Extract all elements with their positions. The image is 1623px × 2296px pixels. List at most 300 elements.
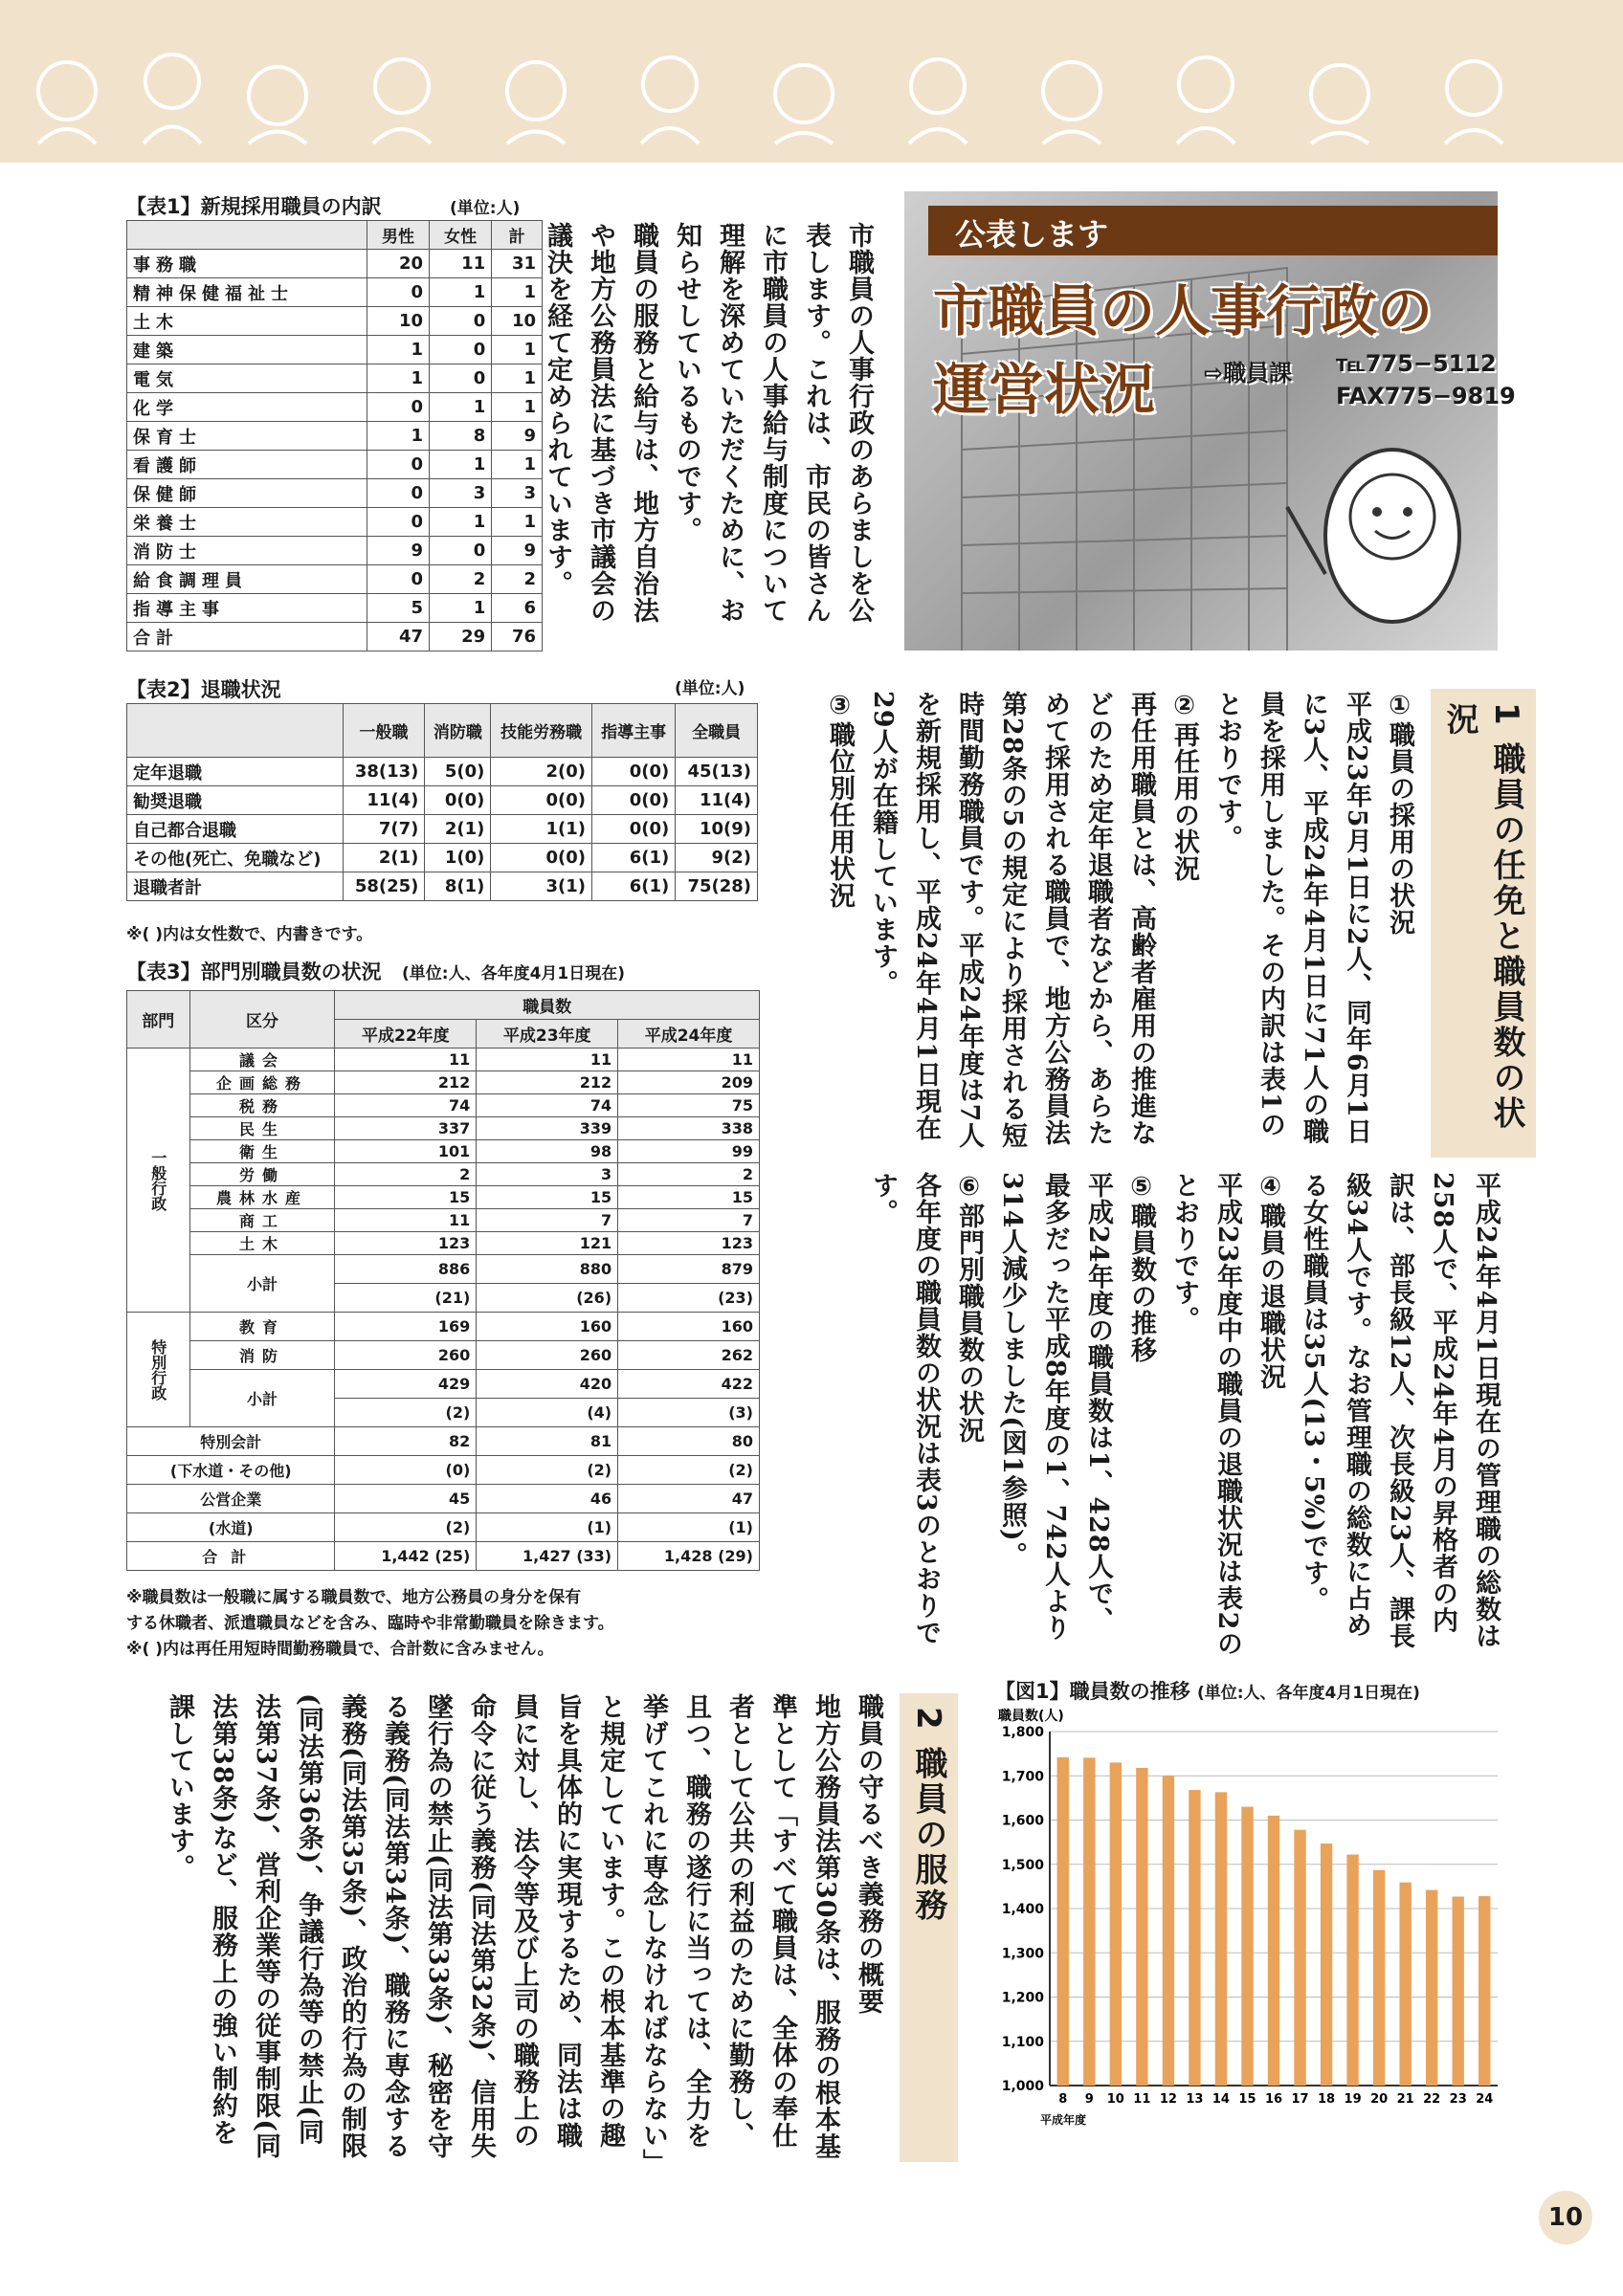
table3-cell: (水道) (127, 1513, 335, 1542)
table2-cell: 2(0) (491, 758, 592, 786)
chart-bar (1373, 1870, 1385, 2086)
table3-year-cell: 平成23年度 (477, 1020, 618, 1049)
chart-xtick: 23 (1449, 2092, 1467, 2107)
page-title-line1: 市職員の人事行政の (933, 278, 1434, 343)
chart-ytick: 1,400 (1001, 1902, 1044, 1917)
table3-cell: 262 (618, 1341, 760, 1370)
chart-xtick: 10 (1106, 2092, 1124, 2107)
heading-reemployment: ②再任用の状況 (1169, 691, 1199, 882)
table3-cell: 消防 (189, 1341, 335, 1370)
table1-cell: 29 (430, 623, 492, 651)
table2-cell: 38(13) (343, 758, 425, 786)
chart-ytick: 1,200 (1001, 1990, 1044, 2006)
table3-row (127, 1163, 760, 1186)
table3-cell: 教育 (189, 1313, 335, 1341)
table1-cell: 8 (430, 422, 492, 451)
text-position: 平成24年4月1日現在の管理職の総数は258人で、平成24年4月の昇格者の内訳は、部長級12人、次長級23人、課長級34人です。なお管理職の総数に占める女性職員は35人(13・5%)です。 (1299, 1172, 1501, 1650)
chart-bar (1083, 1757, 1095, 2086)
table1-cell: 看護師 (127, 451, 367, 479)
table3-cell: 1,427 (33) (477, 1542, 618, 1571)
table1-cell: 1 (367, 422, 429, 451)
table3-cell: (4) (477, 1399, 618, 1427)
table2-header-cell: 指導主事 (591, 704, 675, 758)
heading-dept-staff: ⑥部門別職員数の状況 (954, 1172, 984, 1444)
chart-xlabel: 平成年度 (1040, 2113, 1087, 2127)
table1-cell: 3 (492, 479, 543, 508)
chart-title (995, 1676, 1420, 1705)
table2-header-cell (127, 704, 344, 758)
chart-xtick: 11 (1133, 2092, 1151, 2107)
table3-cell: 11 (618, 1049, 760, 1071)
table3-row (127, 1140, 760, 1163)
table1-header-cell: 計 (492, 221, 543, 250)
contact-dept: ⇨職員課 (1204, 360, 1293, 386)
table3-cell: 886 (335, 1255, 477, 1284)
table3-header-dept: 部門 (127, 991, 190, 1049)
table3-unit: (単位:人、各年度4月1日現在) (402, 964, 625, 983)
table1-cell: 9 (367, 537, 429, 565)
table2-cell: 自己都合退職 (127, 815, 344, 844)
table3-cell: 880 (477, 1255, 618, 1284)
table3-cell: 98 (477, 1140, 618, 1163)
table2-cell: 2(1) (425, 815, 491, 844)
table1-header-cell: 女性 (430, 221, 492, 250)
table3-cell: 429 (335, 1370, 477, 1399)
table1-title: 【表1】新規採用職員の内訳 (126, 195, 382, 218)
table3-cell: 121 (477, 1232, 618, 1255)
table1-cell: 10 (492, 307, 543, 336)
table2-cell: 5(0) (425, 758, 491, 786)
chart-xtick: 8 (1058, 2092, 1068, 2107)
table2-cell: 75(28) (676, 872, 758, 901)
intro-text (543, 222, 880, 643)
table1-cell: 1 (492, 336, 543, 364)
chart-bar (1136, 1768, 1147, 2086)
table3-cell: (1) (618, 1513, 760, 1542)
table1-cell: 47 (367, 623, 429, 651)
table3-cell: 422 (618, 1370, 760, 1399)
table1-cell: 1 (430, 393, 492, 422)
table3-cell: 260 (477, 1341, 618, 1370)
table3-cell: 民生 (189, 1117, 335, 1140)
table3-cell: 420 (477, 1370, 618, 1399)
character-illustration (0, 0, 1623, 163)
chart-bar (1426, 1890, 1437, 2086)
chart-xtick: 16 (1264, 2092, 1283, 2107)
table1-cell: 5 (367, 594, 429, 623)
table2-cell: その他(死亡、免職など) (127, 844, 344, 872)
table3-header-count: 職員数 (335, 991, 760, 1020)
table3-dept-general: 一般行政 (127, 1049, 190, 1313)
table3-cell: 123 (335, 1232, 477, 1255)
table3-cell: 160 (618, 1313, 760, 1341)
table1-cell: 電気 (127, 364, 367, 393)
table3-cell: 45 (335, 1485, 477, 1513)
page-number: 10 (1539, 2191, 1592, 2244)
contact-tel: ℡775−5112 (1336, 350, 1497, 377)
chart-bar (1478, 1896, 1490, 2086)
table1-cell: 保健師 (127, 479, 367, 508)
table1-cell: 31 (492, 250, 543, 278)
table1-row (127, 479, 543, 508)
text-hiring: 平成23年5月1日に2人、同年6月1日に3人、平成24年4月1日に71人の職員を採用しました。その内訳は表1のとおりです。 (1212, 691, 1371, 1145)
table2-row (127, 786, 758, 815)
text-duties: 地方公務員法第30条は、服務の根本基準として「すべて職員は、全体の奉仕者として公共の利益のために勤務し、且つ、職務の遂行に当っては、全力を挙げてこれに専念しなければならない」と規定しています。この根本基準の趣旨を具体的に実現するため、同法は職員に対し、法令等及び上司の職務上の命令に従う義務(同法第32条)、信用失墜行為の禁止(同法第33条)、秘密を守る義務(同法第34条)、職務に専念する義務(同法第35条)、政治的行為の制限(同法第36条)、争議行為等の禁止(同法第37条)、営利企業等の従事制限(同法第38条)など、服務上の強い制約を課しています。 (165, 1693, 840, 2163)
table1-cell: 76 (492, 623, 543, 651)
chart-xtick: 24 (1476, 2092, 1494, 2107)
table3-cell: 商工 (189, 1209, 335, 1232)
table1-cell: 給食調理員 (127, 565, 367, 594)
table1-cell: 精神保健福祉士 (127, 278, 367, 307)
table3-row (127, 1341, 760, 1370)
table3-cell: 15 (618, 1186, 760, 1209)
table1-row (127, 537, 543, 565)
table1-new-hires (126, 220, 543, 651)
table3-title: 【表3】部門別職員数の状況 (126, 960, 382, 983)
table1-cell: 化学 (127, 393, 367, 422)
table3-cell: 小計 (189, 1255, 335, 1313)
publish-tag: 公表します (928, 206, 1498, 255)
table3-cell: (23) (618, 1284, 760, 1313)
table3-row (127, 1313, 760, 1341)
table3-header-row (127, 991, 760, 1020)
table3-cell: (下水道・その他) (127, 1456, 335, 1485)
text-staff-trend: 平成24年度の職員数は1、428人で、最多だった平成8年度の1、742人より314人減少しました(図1参照)。 (997, 1172, 1113, 1642)
table1-cell: 1 (492, 364, 543, 393)
chart-bar (1268, 1816, 1279, 2086)
table2-cell: 0(0) (491, 786, 592, 815)
table2-cell: 58(25) (343, 872, 425, 901)
table3-department-staff (126, 990, 760, 1571)
table2-cell: 0(0) (591, 786, 675, 815)
table1-row (127, 623, 543, 651)
table3-cell: 特別会計 (127, 1427, 335, 1456)
table3-cell: 15 (477, 1186, 618, 1209)
table3-year-cell: 平成22年度 (335, 1020, 477, 1049)
text-reemployment: 再任用職員とは、高齢者雇用の推進などのため定年退職者などから、あらためて採用される職員で、地方公務員法第28条の5の規定により採用される短時間勤務職員です。平成24年度は7人を新規採用し、平成24年4月1日現在29人が在籍しています。 (868, 691, 1156, 1150)
table3-cell: (2) (477, 1456, 618, 1485)
table2-cell: 9(2) (676, 844, 758, 872)
table2-cell: 2(1) (343, 844, 425, 872)
table2-row (127, 872, 758, 901)
table3-row (127, 1049, 760, 1071)
table2-cell: 11(4) (676, 786, 758, 815)
intro-paragraph-2: 職員の服務と給与は、地方自治法や地方公務員法に基づき市議会の議決を経て定められています。 (543, 222, 658, 624)
table3-cell: 75 (618, 1094, 760, 1117)
table3-row (127, 1117, 760, 1140)
table1-row (127, 307, 543, 336)
table3-cell: 11 (335, 1049, 477, 1071)
heading-staff-trend: ⑤職員数の推移 (1126, 1172, 1156, 1363)
table3-cell: 46 (477, 1485, 618, 1513)
table1-cell: 0 (430, 307, 492, 336)
table3-total-row (127, 1542, 760, 1571)
table3-cell: 260 (335, 1341, 477, 1370)
chart-xtick: 15 (1238, 2092, 1256, 2107)
table3-row (127, 1485, 760, 1513)
table3-cell: 47 (618, 1485, 760, 1513)
text-retirement: 平成23年度中の職員の退職状況は表2のとおりです。 (1169, 1172, 1242, 1658)
chart-xtick: 12 (1159, 2092, 1177, 2107)
table3-cell: 123 (618, 1232, 760, 1255)
table1-cell: 消防士 (127, 537, 367, 565)
table3-row (127, 1427, 760, 1456)
intro-paragraph-1: 市職員の人事行政のあらましを公表します。これは、市民の皆さんに市職員の人事給与制度について理解を深めていただくために、お知らせしているものです。 (672, 222, 874, 624)
table3-cell: 169 (335, 1313, 477, 1341)
table1-row (127, 393, 543, 422)
chart-ytick: 1,800 (1001, 1725, 1044, 1740)
page-title-line2: 運営状況 (933, 357, 1156, 422)
table3-row (127, 1071, 760, 1094)
table3-cell: (2) (335, 1399, 477, 1427)
table1-cell: 0 (367, 278, 429, 307)
table3-cell: 81 (477, 1427, 618, 1456)
section1-text-b (789, 1172, 1507, 1660)
chart-bar (1294, 1830, 1305, 2086)
table1-cell: 1 (430, 594, 492, 623)
table3-cell: 74 (335, 1094, 477, 1117)
chart-bar (1189, 1790, 1200, 2086)
table1-cell: 指導主事 (127, 594, 367, 623)
chart-ytick: 1,500 (1001, 1857, 1044, 1873)
table2-header-cell: 技能労務職 (491, 704, 592, 758)
table3-cell: 労働 (189, 1163, 335, 1186)
table1-cell: 保育士 (127, 422, 367, 451)
chart-subtitle: (単位:人、各年度4月1日現在) (1196, 1684, 1420, 1703)
table1-cell: 1 (492, 451, 543, 479)
table1-cell: 0 (367, 565, 429, 594)
staff-trend-chart (990, 1703, 1507, 2152)
chart-xtick: 22 (1423, 2092, 1441, 2107)
table3-cell: 2 (618, 1163, 760, 1186)
table2-cell: 0(0) (591, 758, 675, 786)
table3-row (127, 1186, 760, 1209)
table2-cell: 3(1) (491, 872, 592, 901)
table1-cell: 1 (367, 364, 429, 393)
chart-bar (1399, 1883, 1411, 2086)
table1-cell: 3 (430, 479, 492, 508)
chart-ytick: 1,300 (1001, 1946, 1044, 1962)
chart-xtick: 18 (1318, 2092, 1336, 2107)
table1-cell: 1 (430, 508, 492, 537)
table3-cell: 209 (618, 1071, 760, 1094)
table3-subtotal-row (127, 1370, 760, 1399)
table3-cell: 小計 (189, 1370, 335, 1427)
chart-ylabel: 職員数(人) (998, 1709, 1064, 1724)
table2-cell: 定年退職 (127, 758, 344, 786)
table2-cell: 10(9) (676, 815, 758, 844)
table3-cell: 337 (335, 1117, 477, 1140)
table2-header-cell: 一般職 (343, 704, 425, 758)
table2-cell: 0(0) (591, 815, 675, 844)
chart-xtick: 13 (1186, 2092, 1204, 2107)
chart-ytick: 1,600 (1001, 1813, 1044, 1829)
table1-header-row (127, 221, 543, 250)
chart-ytick: 1,700 (1001, 1769, 1044, 1785)
table2-header-cell: 全職員 (676, 704, 758, 758)
table2-cell: 1(1) (491, 815, 592, 844)
table3-cell: 99 (618, 1140, 760, 1163)
table3-cell: (0) (335, 1456, 477, 1485)
table1-cell: 10 (367, 307, 429, 336)
table2-header-cell: 消防職 (425, 704, 491, 758)
heading-duties: 職員の守るべき義務の概要 (854, 1693, 883, 2015)
chart-title-text: 【図1】職員数の推移 (995, 1680, 1190, 1703)
table1-cell: 2 (430, 565, 492, 594)
table1-cell: 20 (367, 250, 429, 278)
table3-note-1: ※職員数は一般職に属する職員数で、地方公務員の身分を保有 (126, 1588, 582, 1607)
table2-cell: 1(0) (425, 844, 491, 872)
table3-cell: 合計 (127, 1542, 335, 1571)
table2-retirement (126, 703, 758, 901)
table3-cell: 338 (618, 1117, 760, 1140)
table3-cell: 879 (618, 1255, 760, 1284)
table3-cell: 農林水産 (189, 1186, 335, 1209)
table2-unit: (単位:人) (675, 679, 745, 698)
table3-cell: (1) (477, 1513, 618, 1542)
table3-cell: 82 (335, 1427, 477, 1456)
table3-header-division: 区分 (189, 991, 335, 1049)
chart-xtick: 20 (1370, 2092, 1389, 2107)
table1-cell: 0 (367, 479, 429, 508)
table1-cell: 9 (492, 422, 543, 451)
chart-bar (1215, 1792, 1227, 2086)
table1-row (127, 336, 543, 364)
chart-ytick: 1,000 (1001, 2079, 1044, 2094)
table1-cell: 1 (492, 278, 543, 307)
table1-cell: 0 (367, 508, 429, 537)
table3-row (127, 1513, 760, 1542)
table1-cell: 2 (492, 565, 543, 594)
heading-retirement: ④職員の退職状況 (1256, 1172, 1285, 1390)
table2-cell: 0(0) (425, 786, 491, 815)
table3-cell: (2) (335, 1513, 477, 1542)
table2-row (127, 844, 758, 872)
chart-xtick: 17 (1291, 2092, 1309, 2107)
section2-heading: 2 職員の服務 (900, 1693, 958, 2162)
chart-xtick: 14 (1212, 2092, 1230, 2107)
table3-row (127, 1232, 760, 1255)
table3-cell: 339 (477, 1117, 618, 1140)
table3-dept-special: 特別行政 (127, 1313, 190, 1427)
table3-cell: 税務 (189, 1094, 335, 1117)
chart-xtick: 21 (1396, 2092, 1414, 2107)
table1-cell: 合計 (127, 623, 367, 651)
table2-header-row (127, 704, 758, 758)
table3-cell: 212 (335, 1071, 477, 1094)
table1-header-cell: 男性 (367, 221, 429, 250)
table2-cell: 8(1) (425, 872, 491, 901)
table2-row (127, 758, 758, 786)
table1-cell: 9 (492, 537, 543, 565)
table1-cell: 1 (430, 451, 492, 479)
table1-cell: 建築 (127, 336, 367, 364)
table1-row (127, 422, 543, 451)
table1-header-cell (127, 221, 367, 250)
table3-row (127, 1094, 760, 1117)
text-dept-staff: 各年度の職員数の状況は表3のとおりです。 (868, 1172, 941, 1646)
table1-cell: 事務職 (127, 250, 367, 278)
table1-row (127, 364, 543, 393)
table3-cell: (3) (618, 1399, 760, 1427)
table2-cell: 0(0) (491, 844, 592, 872)
table2-title: 【表2】退職状況 (126, 678, 281, 701)
table1-row (127, 451, 543, 479)
table3-cell: 101 (335, 1140, 477, 1163)
chart-bar (1241, 1807, 1253, 2086)
table1-cell: 0 (430, 364, 492, 393)
chart-bar (1163, 1776, 1174, 2086)
table3-cell: (26) (477, 1284, 618, 1313)
table1-row (127, 565, 543, 594)
table1-cell: 土木 (127, 307, 367, 336)
table1-cell: 1 (367, 336, 429, 364)
mascot-character (1287, 450, 1459, 622)
header-banner (0, 0, 1623, 163)
table3-cell: 7 (618, 1209, 760, 1232)
table1-cell: 1 (492, 393, 543, 422)
table3-cell: (21) (335, 1284, 477, 1313)
table1-cell: 0 (430, 336, 492, 364)
table1-cell: 0 (367, 451, 429, 479)
table2-cell: 7(7) (343, 815, 425, 844)
table1-row (127, 594, 543, 623)
table3-cell: 土木 (189, 1232, 335, 1255)
table3-row (127, 1456, 760, 1485)
table3-cell: 議会 (189, 1049, 335, 1071)
table3-note-2: する休職者、派遣職員などを含み、臨時や非常勤職員を除きます。 (126, 1614, 614, 1633)
chart-xtick: 9 (1084, 2092, 1094, 2107)
table3-note-3: ※( )内は再任用短時間勤務職員で、合計数に含みません。 (126, 1640, 554, 1659)
table2-cell: 11(4) (343, 786, 425, 815)
table1-cell: 0 (367, 393, 429, 422)
table3-cell: 1,442 (25) (335, 1542, 477, 1571)
table3-cell: 1,428 (29) (618, 1542, 760, 1571)
section1-text-a (794, 691, 1421, 1150)
section1-heading: 1 職員の任免と職員数の状況 (1431, 689, 1536, 1158)
table1-row (127, 508, 543, 537)
table1-cell: 6 (492, 594, 543, 623)
heading-hiring: ①職員の採用の状況 (1385, 691, 1414, 936)
table3-cell: 74 (477, 1094, 618, 1117)
table3-cell: 212 (477, 1071, 618, 1094)
table3-year-cell: 平成24年度 (618, 1020, 760, 1049)
chart-bar (1321, 1843, 1332, 2086)
contact-fax: FAX775−9819 (1336, 383, 1516, 409)
table3-cell: 3 (477, 1163, 618, 1186)
table2-cell: 45(13) (676, 758, 758, 786)
table1-cell: 11 (430, 250, 492, 278)
chart-xtick: 19 (1344, 2092, 1362, 2107)
table3-cell: 11 (477, 1049, 618, 1071)
table2-cell: 勧奨退職 (127, 786, 344, 815)
table3-cell: 公営企業 (127, 1485, 335, 1513)
table1-row (127, 250, 543, 278)
table3-subtotal-row (127, 1255, 760, 1284)
chart-bar (1057, 1757, 1069, 2086)
section2-text (124, 1693, 890, 2172)
chart-ytick: 1,100 (1001, 2034, 1044, 2050)
table2-cell: 6(1) (591, 844, 675, 872)
table3-cell: 11 (335, 1209, 477, 1232)
table2-note: ※( )内は女性数で、内書きです。 (126, 925, 373, 944)
table3-cell: 衛生 (189, 1140, 335, 1163)
table2-row (127, 815, 758, 844)
table1-cell: 1 (492, 508, 543, 537)
table1-row (127, 278, 543, 307)
table3-cell: 80 (618, 1427, 760, 1456)
table3-cell: 160 (477, 1313, 618, 1341)
